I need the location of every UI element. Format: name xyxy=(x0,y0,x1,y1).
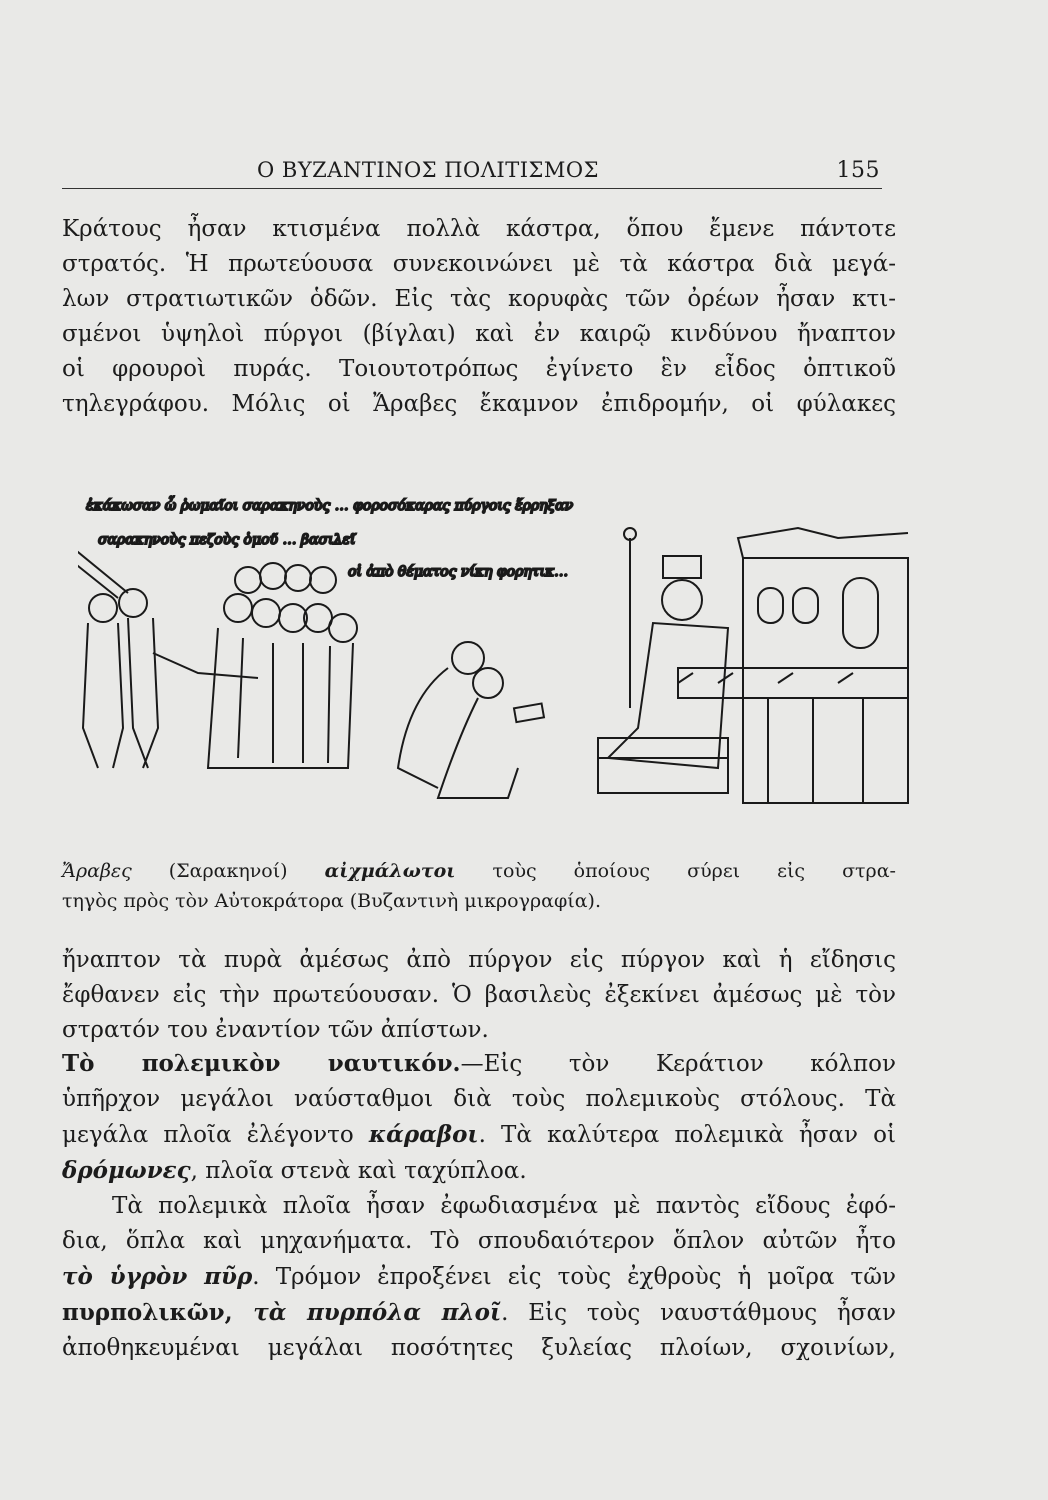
caption-rest: τοὺς ὁποίους σύρει εἰς στρα- xyxy=(492,860,896,882)
text-line: λων στρατιωτικῶν ὁδῶν. Εἰς τὰς κορυφὰς τῶν ὀρέων ἦσαν κτι- xyxy=(62,286,896,312)
text-fragment: , πλοῖα στενὰ καὶ ταχύπλοα. xyxy=(190,1158,527,1184)
paragraph-3 xyxy=(62,1046,896,1366)
text-fragment: πυρπολικῶν, xyxy=(62,1299,254,1326)
term-karavoi: κάραβοι xyxy=(368,1121,479,1148)
figure-caption xyxy=(62,856,896,916)
text-fragment: . Τὰ καλύτερα πολεμικὰ ἦσαν οἱ xyxy=(478,1122,896,1148)
paragraph-2 xyxy=(62,943,896,1048)
caption-line-2: τηγὸς πρὸς τὸν Αὐτοκράτορα (Βυζαντινὴ μικρογραφία). xyxy=(62,890,601,912)
text-fragment: —Εἰς τὸν Κεράτιον κόλπον xyxy=(460,1051,896,1077)
page-number: 155 xyxy=(836,158,880,183)
text-line: τηλεγράφου. Μόλις οἱ Ἄραβες ἔκαμνον ἐπιδρομήν, οἱ φύλακες xyxy=(62,391,896,417)
header-rule xyxy=(62,188,882,189)
inscription-line-1: ἐκάκωσαν ὦ ῥωμαῖοι σαρακηνοὺς … φοροσόκαρας πύργοις ἔρρηξαν xyxy=(86,498,574,514)
text-line: στρατόν του ἐναντίον τῶν ἀπίστων. xyxy=(62,1017,489,1043)
text-line: οἱ φρουροὶ πυράς. Τοιουτοτρόπως ἐγίνετο ἓν εἶδος ὀπτικοῦ xyxy=(62,356,896,382)
text-line: ὑπῆρχον μεγάλοι ναύσταθμοι διὰ τοὺς πολεμικοὺς στόλους. Τὰ xyxy=(62,1086,896,1112)
text-fragment: . Τρόμον ἐπροξένει εἰς τοὺς ἐχθροὺς ἡ μοῖρα τῶν xyxy=(252,1264,896,1290)
text-line: δια, ὅπλα καὶ μηχανήματα. Τὸ σπουδαιότερον ὅπλον αὐτῶν ἦτο xyxy=(62,1228,896,1254)
byzantine-miniature-illustration xyxy=(78,468,912,810)
captives-group xyxy=(208,563,357,768)
text-line: ἔφθανεν εἰς τὴν πρωτεύουσαν. Ὁ βασιλεὺς ἐξεκίνει ἀμέσως μὲ τὸν xyxy=(62,982,896,1008)
palace-building xyxy=(678,528,908,803)
text-line: ἀποθηκευμέναι μεγάλαι ποσότητες ξυλείας πλοίων, σχοινίων, xyxy=(62,1335,896,1361)
text-fragment: . Εἰς τοὺς ναυστάθμους ἦσαν xyxy=(501,1300,896,1326)
caption-saracens: (Σαρακηνοί) xyxy=(168,860,288,882)
term-dromones: δρόμωνες xyxy=(62,1157,191,1184)
paragraph-1 xyxy=(62,212,896,422)
text-fragment: μεγάλα πλοῖα ἐλέγοντο xyxy=(62,1122,369,1148)
inscription-line-2: σαρακηνοὺς πεζοὺς ὁμοῦ … βασιλεῖ xyxy=(98,532,356,548)
term-greek-fire: τὸ ὑγρὸν πῦρ xyxy=(62,1263,253,1290)
caption-captives: αἰχμάλωτοι xyxy=(324,860,456,882)
text-line: Τὰ πολεμικὰ πλοῖα ἦσαν ἐφωδιασμένα μὲ παντὸς εἴδους ἐφό- xyxy=(112,1193,896,1219)
running-header xyxy=(62,158,880,186)
emperor-figure xyxy=(598,528,728,793)
prostrating-figures xyxy=(398,642,544,798)
soldiers-figures xyxy=(78,548,258,768)
caption-arabs: Ἄραβες xyxy=(62,860,132,882)
text-line: στρατός. Ἡ πρωτεύουσα συνεκοινώνει μὲ τὰ κάστρα διὰ μεγά- xyxy=(62,251,896,277)
text-line: Κράτους ἦσαν κτισμένα πολλὰ κάστρα, ὅπου ἔμενε πάντοτε xyxy=(62,216,896,242)
header-title: Ο ΒΥΖΑΝΤΙΝΟΣ ΠΟΛΙΤΙΣΜΟΣ xyxy=(257,158,599,182)
text-line: ἤναπτον τὰ πυρὰ ἀμέσως ἀπὸ πύργον εἰς πύργον καὶ ἡ εἴδησις xyxy=(62,947,896,973)
term-fireships: τὰ πυρπόλα πλοῖ xyxy=(253,1299,502,1326)
text-line: σμένοι ὑψηλοὶ πύργοι (βίγλαι) καὶ ἐν καιρῷ κινδύνου ἤναπτον xyxy=(62,321,896,347)
inscription-line-3: οἱ ἀπὸ θέματος νίκη φορητικ… xyxy=(348,564,569,580)
section-heading: Τὸ πολεμικὸν ναυτικόν. xyxy=(62,1050,461,1077)
